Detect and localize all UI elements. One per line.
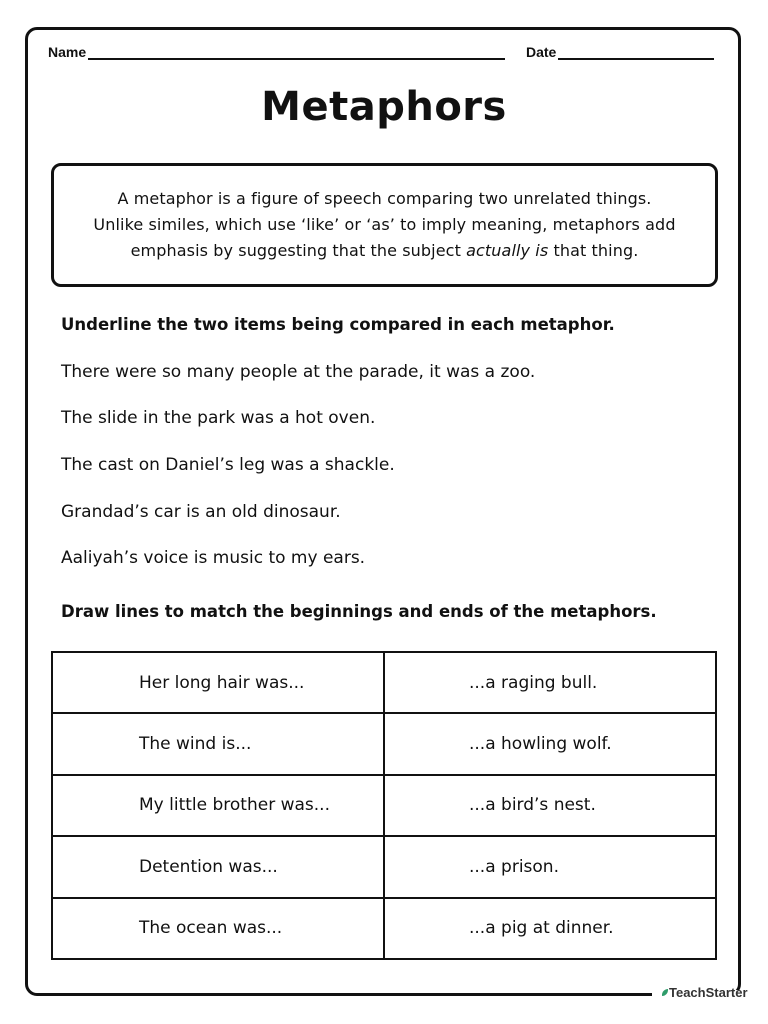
table-row [52,775,716,836]
teachstarter-logo [662,985,748,1000]
metaphor-sentence: The cast on Daniel’s leg was a shackle. [61,455,395,475]
matching-instruction: Draw lines to match the beginnings and ends of the metaphors. [61,602,657,621]
metaphor-sentence: The slide in the park was a hot oven. [61,408,376,428]
metaphor-sentence: There were so many people at the parade, it was a zoo. [61,362,536,382]
name-label: Name [48,44,87,60]
definition-line-3-start: emphasis by suggesting that the subject [130,241,467,260]
table-row [52,836,716,897]
matching-table [51,651,717,960]
metaphor-ending: ...a prison. [384,836,716,897]
metaphor-beginning: My little brother was... [52,775,384,836]
definition-text [93,186,675,264]
metaphor-beginning: Detention was... [52,836,384,897]
name-field[interactable] [48,44,505,60]
name-line[interactable] [88,44,505,60]
metaphor-ending: ...a bird’s nest. [384,775,716,836]
metaphor-sentence: Aaliyah’s voice is music to my ears. [61,548,366,568]
definition-line-1: A metaphor is a figure of speech comparing two unrelated things. [117,189,652,208]
definition-box [51,163,718,287]
table-row [52,652,716,713]
table-row [52,713,716,774]
definition-line-3-end: that thing. [548,241,639,260]
table-row [52,898,716,959]
metaphor-ending: ...a howling wolf. [384,713,716,774]
leaf-icon [662,989,668,996]
metaphor-ending: ...a raging bull. [384,652,716,713]
page-title: Metaphors [261,84,507,130]
definition-line-2: Unlike similes, which use ‘like’ or ‘as’ to imply meaning, metaphors add [93,215,676,234]
brand-name: TeachStarter [669,985,748,1000]
metaphor-beginning: Her long hair was... [52,652,384,713]
date-line[interactable] [558,44,714,60]
date-label: Date [526,44,557,60]
header-fields [48,44,720,66]
underline-instruction: Underline the two items being compared in each metaphor. [61,315,615,334]
metaphor-beginning: The ocean was... [52,898,384,959]
metaphor-ending: ...a pig at dinner. [384,898,716,959]
metaphor-beginning: The wind is... [52,713,384,774]
definition-emphasis: actually is [466,241,549,260]
metaphor-sentence: Grandad’s car is an old dinosaur. [61,502,341,522]
date-field[interactable] [526,44,714,60]
